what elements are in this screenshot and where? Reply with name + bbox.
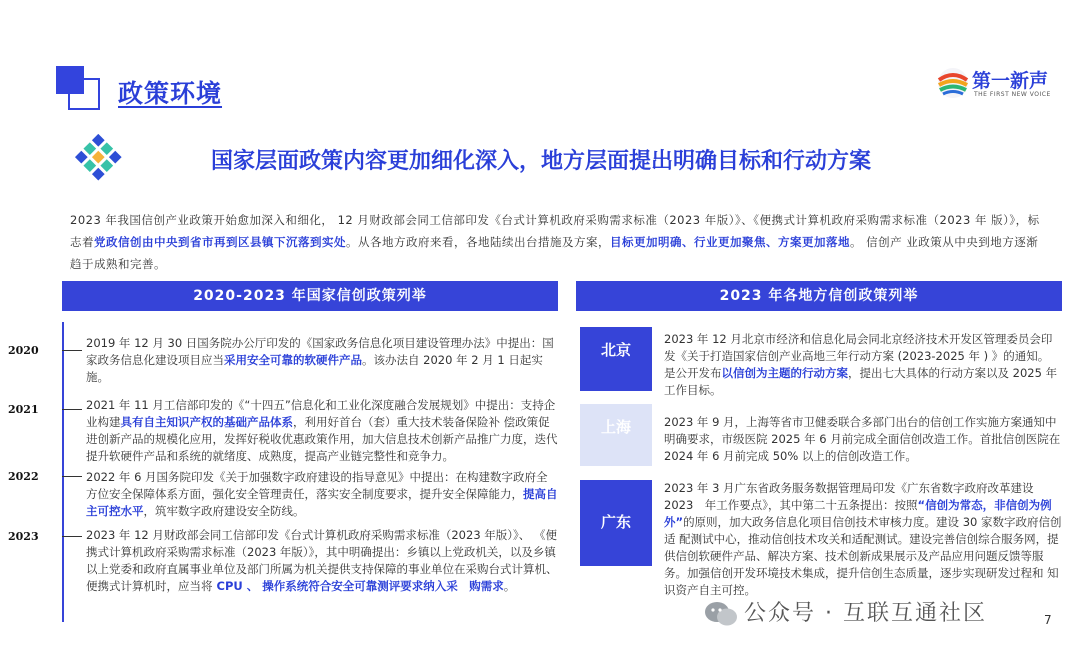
timeline-tick (62, 409, 82, 410)
brand-logo (936, 64, 1054, 102)
logo-subtitle: THE FIRST NEW VOICE (974, 91, 1051, 98)
timeline-entry (86, 335, 560, 386)
timeline-entry (86, 469, 560, 520)
entry-text: 2023 年 12 月北京市经济和信息化局会同北京经济技术开发区管理委员会印 发《关于打造国家信创产业高地三年行动方案 (2023-2025 年 ) 》的通知。 是公开发布 (664, 332, 1056, 380)
intro-paragraph (70, 209, 1040, 275)
city-label-shanghai: 上海 (580, 404, 652, 466)
entry-text: 2019 年 12 月 30 日国务院办公厅印发的《国家政务信息化项目建设管理办法》中提出：国 家政务信息化建设项目应当 (86, 336, 554, 367)
entry-text: ，利用好首台（套）重大技术装备保险补 偿政策促进创新产品的规模化应用，发挥好税收优惠政策作用，加大信息技术创新产品推广力度，迭代提升软硬件产品和系统的就绪度、成熟度，提高产业链完整性和竞争力。 (86, 415, 558, 463)
city-label-guangdong: 广东 (580, 480, 652, 566)
wechat-icon (704, 600, 738, 628)
page-number: 7 (1044, 613, 1052, 627)
timeline-entry (86, 527, 560, 595)
timeline-year: 2020 (8, 344, 39, 357)
timeline-line (62, 322, 64, 622)
local-policy-entry (664, 480, 1064, 599)
city-label-beijing: 北京 (580, 327, 652, 391)
entry-text: 2023 年 3 月广东省政务服务数据管理局印发《广东省数字政府改革建设 2023 年工作要点》，其中第二十五条提出：按照 (664, 481, 1034, 512)
intro-text: 。从各地方政府来看，各地陆续出台措施及方案， (346, 235, 610, 249)
national-policy-section-header: 2020-2023 年国家信创政策列举 (62, 281, 558, 311)
title-decoration-icon (56, 66, 104, 114)
logo-globe-icon (936, 66, 970, 100)
timeline-tick (62, 536, 82, 537)
timeline-year: 2021 (8, 403, 39, 416)
page-title: 政策环境 (118, 79, 223, 108)
watermark-text: 公众号 · 互联互通社区 (744, 601, 987, 626)
entry-text: 2023 年 12 月财政部会同工信部印发《台式计算机政府采购需求标准（2023 年版）》、 《便携式计算机政府采购需求标准（2023 年版）》，其中明确提出：乡镇以上党政机关，以及乡镇以上党委和政府直属事业单位及部门所属为机关提供支持保障的事业单位在采购台式计算机、便携式计算机时，应当将 (86, 528, 558, 593)
entry-text: 。 (503, 579, 516, 593)
diamond-pattern-icon (70, 134, 128, 186)
entry-highlight: 以信创为主题的行动方案 (721, 366, 848, 380)
timeline-tick (62, 350, 82, 351)
headline: 国家层面政策内容更加细化深入，地方层面提出明确目标和行动方案 (211, 149, 872, 174)
intro-text: 。 信创产 业政策从中央到地方逐渐趋于成熟和完善。 (70, 235, 1039, 271)
timeline-year: 2022 (8, 470, 39, 483)
intro-highlight: 目标更加明确、行业更加聚焦、方案更加落地 (610, 235, 850, 249)
entry-text: 2021 年 11 月工信部印发的《“十四五”信息化和工业化深度融合发展规划》中提出：支持企业构建 (86, 398, 556, 429)
logo-text: 第一新声 (972, 70, 1049, 92)
local-policy-entry (664, 414, 1072, 465)
timeline-tick (62, 476, 82, 477)
entry-highlight: “信创为常态，非信创为例外” (664, 498, 1052, 529)
entry-text: 2023 年 9 月，上海等省市卫健委联合多部门出台的信创工作实施方案通知中 明确要求，市级医院 2025 年 6 月前完成全面信创改造工作。首批信创医院在 2024 年 6 月前完成 50% 以上的信创改造工作。 (664, 415, 1072, 463)
local-policy-section-header: 2023 年各地方信创政策列举 (576, 281, 1062, 311)
timeline-entry (86, 397, 560, 465)
local-policy-entry (664, 331, 1064, 399)
entry-text: ，筑牢数字政府建设安全防线。 (143, 504, 305, 518)
timeline-year: 2023 (8, 530, 39, 543)
entry-text: ，提出七大具体的行动方案以及 2025 年 工作目标。 (664, 366, 1058, 397)
entry-highlight: 具有自主知识产权的基础产品体系 (120, 415, 293, 429)
intro-text: 2023 年我国信创产业政策开始愈加深入和细化， 12 月财政部会同工信部印发《台式计算机政府采购需求标准（2023 年版）》、《便携式计算机政府采购需求标准（2023 年 版）》，标志着 (70, 213, 1040, 249)
entry-highlight: 提高自主可控水平 (86, 487, 558, 518)
entry-text: 的原则，加大政务信息化项目信创技术审核力度。建设 30 家数字政府信创适 配测试中心，推动信创技术攻关和适配测试。建设完善信创综合服务网，提 供信创软硬件产品、解决方案、技术创新成果展示及产品应用问题反馈等服务。加强信创开发环境技术集成，提升信创生态质量，逐步实现研发过程和 知识资产自主可控。 (664, 515, 1062, 597)
entry-text: 。该办法自 2020 年 2 月 1 日起实施。 (86, 353, 543, 384)
intro-highlight: 党政信创由中央到省市再到区县镇下沉落到实处 (94, 235, 346, 249)
entry-highlight: 采用安全可靠的软硬件产品 (224, 353, 362, 367)
entry-text: 2022 年 6 月国务院印发《关于加强数字政府建设的指导意见》中提出：在构建数字政府全 方位安全保障体系方面，强化安全管理责任，落实安全制度要求，提升安全保障能力， (86, 470, 560, 501)
entry-highlight: CPU 、 操作系统符合安全可靠测评要求纳入采 购需求 (212, 579, 504, 593)
